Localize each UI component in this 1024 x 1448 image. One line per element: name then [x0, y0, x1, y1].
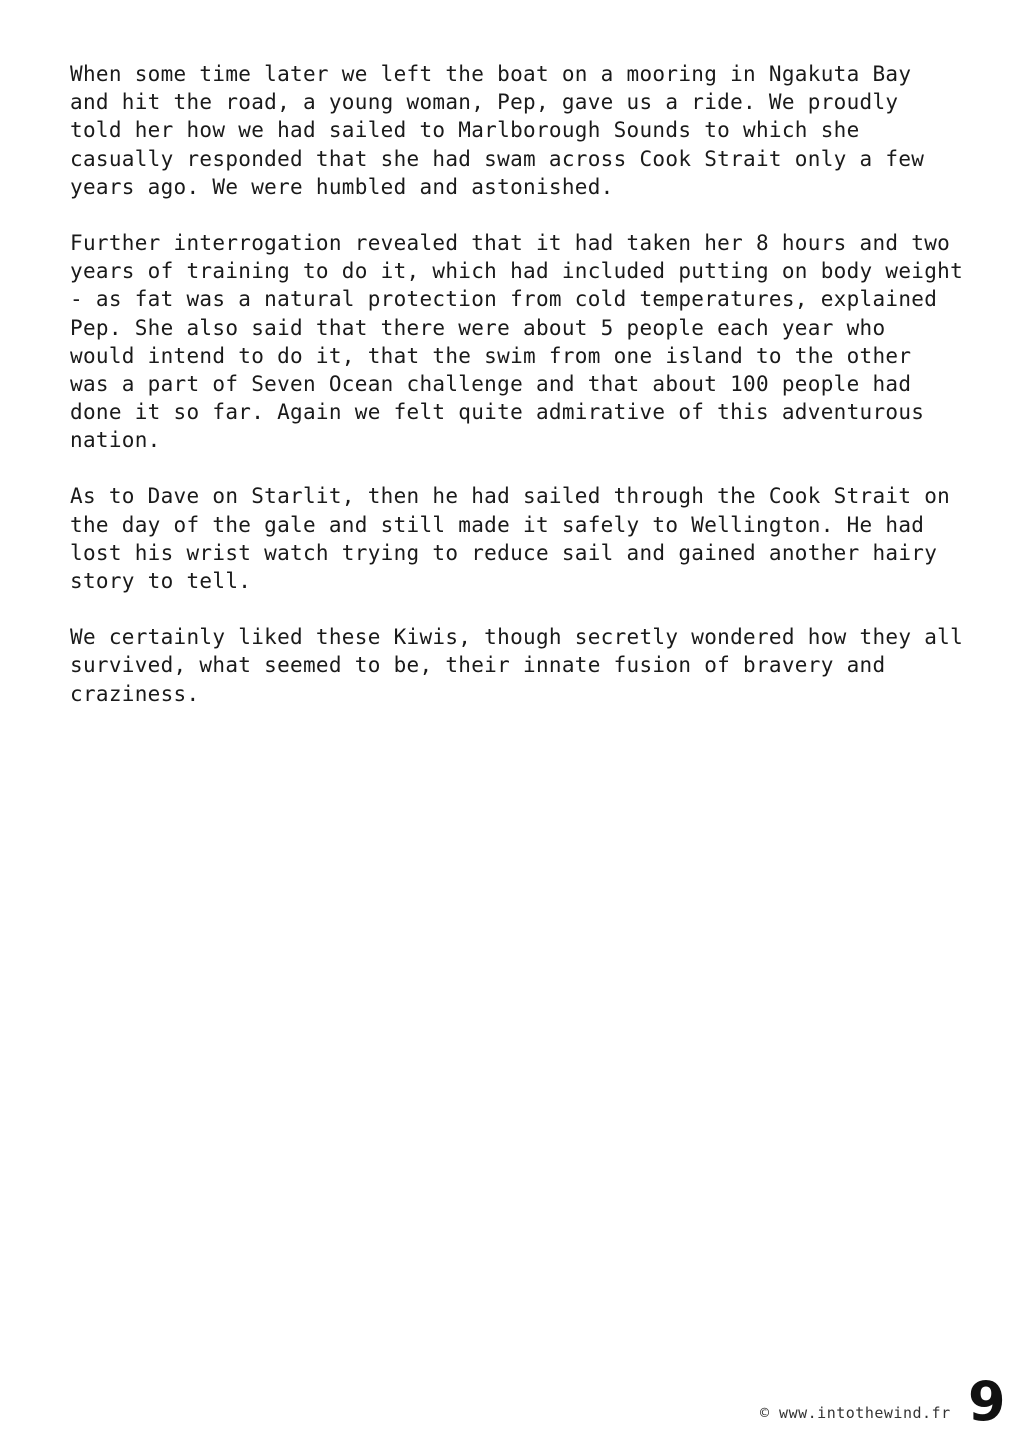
text-line: told her how we had sailed to Marlborough Sounds to which she — [70, 118, 860, 143]
text-line: was a part of Seven Ocean challenge and that about 100 people had — [70, 371, 912, 396]
text-line: and hit the road, a young woman, Pep, gave us a ride. We proudly — [70, 90, 899, 115]
paragraph-3 — [70, 482, 960, 595]
text-line: As to Dave on Starlit, then he had sailed through the Cook Strait on — [70, 484, 951, 509]
paragraph-2 — [70, 229, 964, 455]
text-line: craziness. — [70, 681, 200, 706]
page-number: 9 — [968, 1370, 1006, 1433]
text-line: the day of the gale and still made it safely to Wellington. He had — [70, 512, 925, 537]
paragraph-1 — [70, 60, 960, 201]
text-line: When some time later we left the boat on a mooring in Ngakuta Bay — [70, 62, 912, 86]
text-line: Further interrogation revealed that it had taken her 8 hours and two — [70, 230, 951, 255]
text-line: Pep. She also said that there were about 5 people each year who — [70, 315, 886, 340]
text-line: nation. — [70, 428, 161, 453]
text-line: story to tell. — [70, 569, 252, 593]
text-line: years of training to do it, which had included putting on body weight — [70, 259, 964, 284]
copyright-footer: © www.intothewind.fr — [760, 1404, 951, 1422]
text-line: casually responded that she had swam across Cook Strait only a few — [70, 146, 925, 171]
text-line: would intend to do it, that the swim from one island to the other — [70, 343, 912, 368]
text-line: lost his wrist watch trying to reduce sail and gained another hairy — [70, 540, 938, 565]
text-line: survived, what seemed to be, their innate fusion of bravery and — [70, 653, 886, 678]
text-line: - as fat was a natural protection from cold temperatures, explained — [70, 287, 938, 312]
text-line: done it so far. Again we felt quite admirative of this adventurous — [70, 400, 925, 425]
paragraph-4 — [70, 623, 964, 708]
text-line: years ago. We were humbled and astonished. — [70, 174, 614, 199]
text-line: We certainly liked these Kiwis, though secretly wondered how they all — [70, 625, 964, 650]
body-text — [70, 60, 964, 736]
